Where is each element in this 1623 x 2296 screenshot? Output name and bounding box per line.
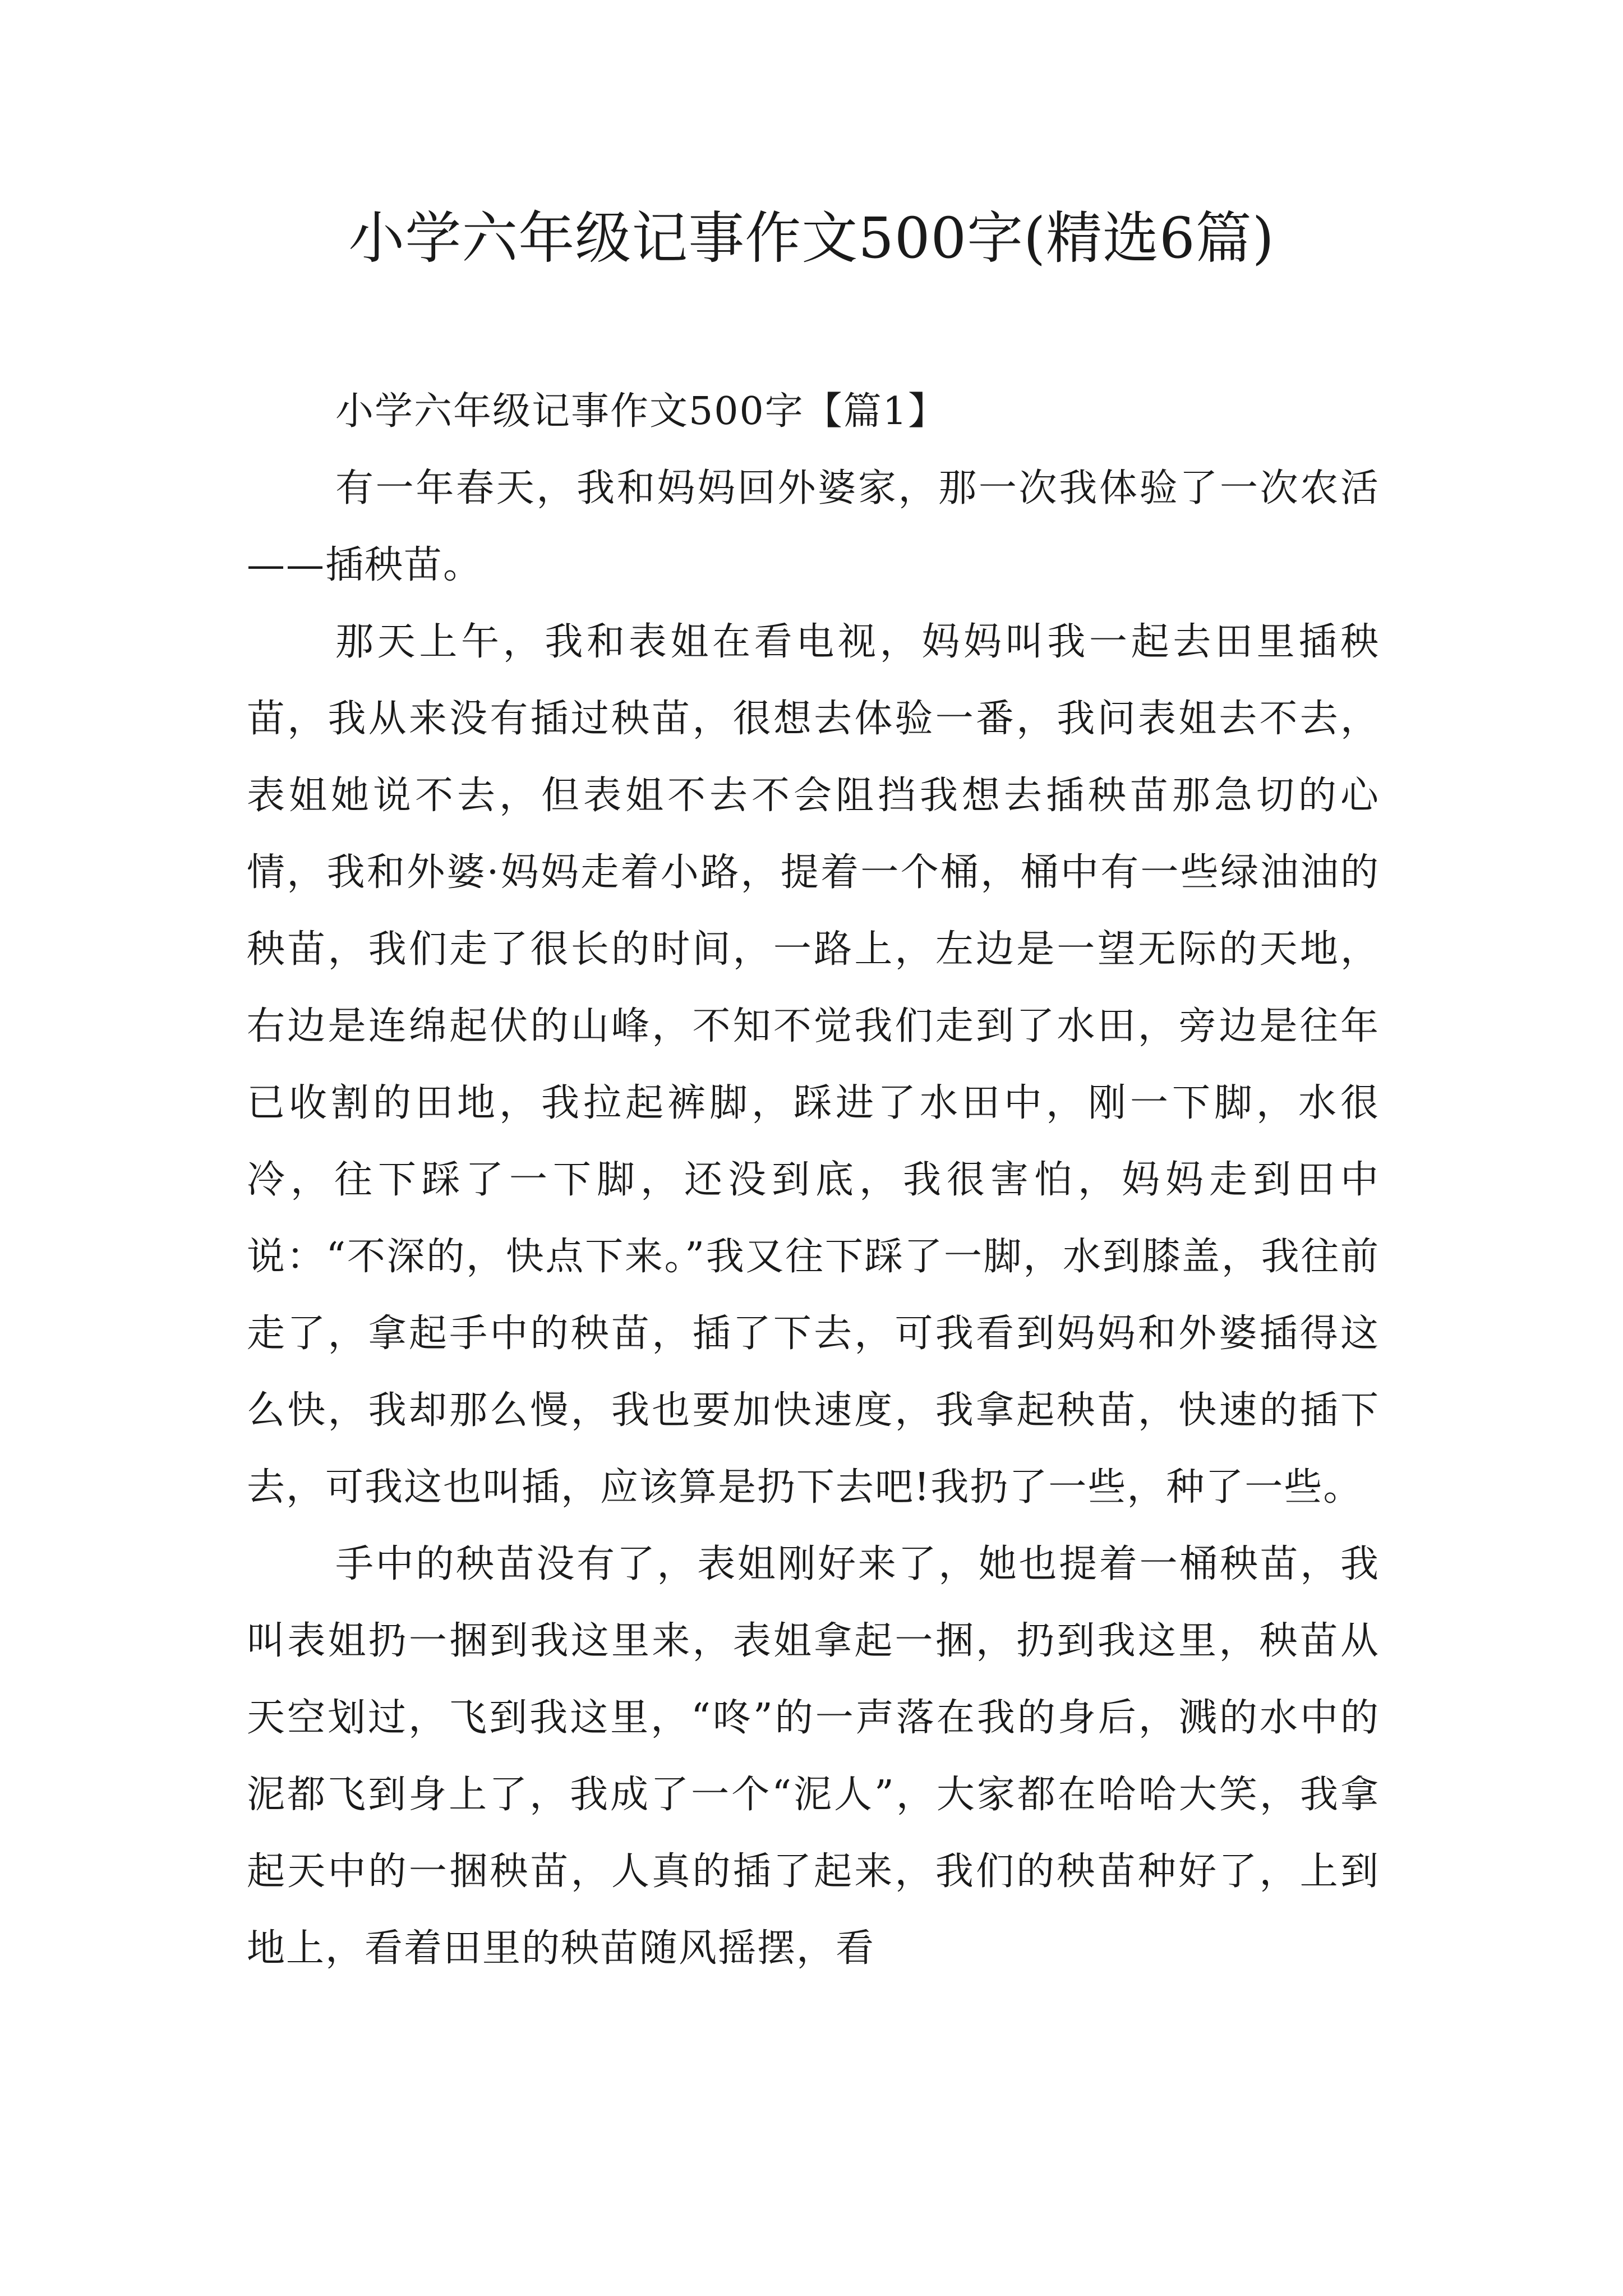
paragraph-3: 手中的秧苗没有了，表姐刚好来了，她也提着一桶秧苗，我叫表姐扔一捆到我这里来，表姐拿起一捆，扔到我这里，秧苗从天空划过，飞到我这里，“咚”的一声落在我的身后，溅的水中的泥都飞到身上了，我成了一个“泥人”，大家都在哈哈大笑，我拿起天中的一捆秧苗，人真的插了起来，我们的秧苗种好了，上到地上，看着田里的秧苗随风摇摆，看 (247, 1542, 1380, 1971)
document-body (247, 373, 1380, 1987)
section-heading: 小学六年级记事作文500字【篇1】 (335, 389, 948, 434)
paragraph-1: 有一年春天，我和妈妈回外婆家，那一次我体验了一次农活——插秧苗。 (247, 466, 1380, 587)
document-title: 小学六年级记事作文500字(精选6篇) (348, 205, 1275, 271)
paragraph-2: 那天上午，我和表姐在看电视，妈妈叫我一起去田里插秧苗，我从来没有插过秧苗，很想去体验一番，我问表姐去不去，表姐她说不去，但表姐不去不会阻挡我想去插秧苗那急切的心情，我和外婆·妈妈走着小路，提着一个桶，桶中有一些绿油油的秧苗，我们走了很长的时间，一路上，左边是一望无际的天地，右边是连绵起伏的山峰，不知不觉我们走到了水田，旁边是往年已收割的田地，我拉起裤脚，踩进了水田中，刚一下脚，水很冷，往下踩了一下脚，还没到底，我很害怕，妈妈走到田中说：“不深的，快点下来。”我又往下踩了一脚，水到膝盖，我往前走了，拿起手中的秧苗，插了下去，可我看到妈妈和外婆插得这么快，我却那么慢，我也要加快速度，我拿起秧苗，快速的插下去，可我这也叫插，应该算是扔下去吧!我扔了一些，种了一些。 (247, 620, 1380, 1510)
